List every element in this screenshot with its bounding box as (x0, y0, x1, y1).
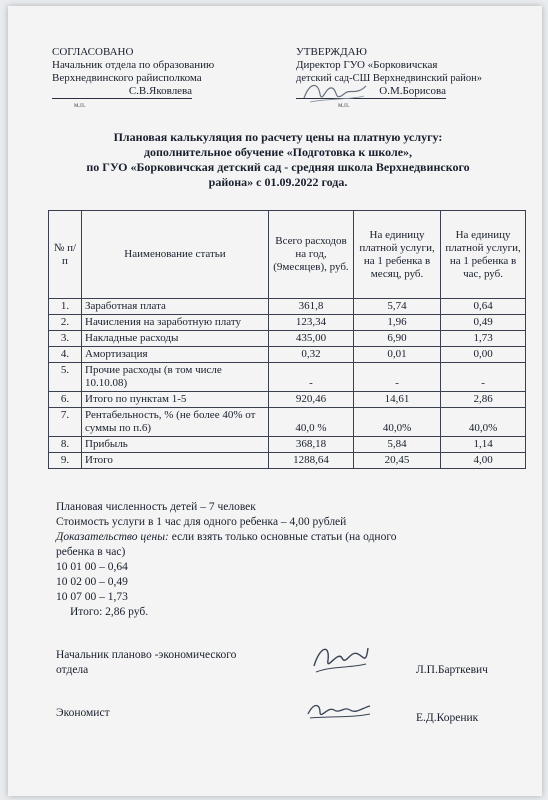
row-name: Итого (82, 453, 269, 469)
approval-right-heading: УТВЕРЖДАЮ (296, 46, 367, 58)
header-per-month: На единицу платной услуги, на 1 ребенка в месяц, руб. (353, 211, 440, 299)
row-num: 8. (49, 437, 82, 453)
children-count: Плановая численность детей – 7 человек (56, 501, 256, 513)
economist-signature (304, 696, 374, 726)
notes-block (56, 500, 397, 620)
approval-right-line2: детский сад-СШ Верхнедвинский район» (296, 73, 482, 84)
row-per-hour: 1,14 (441, 437, 526, 453)
row-num: 9. (49, 453, 82, 469)
row-num: 4. (49, 347, 82, 363)
row-per-hour: - (441, 363, 526, 392)
row-total: 435,00 (269, 331, 354, 347)
proof-line (56, 530, 397, 545)
row-per-month: 0,01 (353, 347, 440, 363)
row-per-hour: 1,73 (441, 331, 526, 347)
row-per-month: 20,45 (353, 453, 440, 469)
title-line-3: по ГУО «Борковичская детский сад - средняя школа Верхнедвинского (86, 160, 470, 174)
row-total: 368,18 (269, 437, 354, 453)
row-num: 3. (49, 331, 82, 347)
role-1-line-2: отдела (56, 664, 89, 676)
row-name: Начисления на заработную плату (82, 315, 269, 331)
proof-text-2: ребенка в час) (56, 546, 126, 558)
role-2: Экономист (56, 707, 110, 719)
row-name: Амортизация (82, 347, 269, 363)
row-num: 1. (49, 299, 82, 315)
document-page (8, 6, 542, 796)
header-total: Всего расходов на год, (9месяцев), руб. (269, 211, 354, 299)
proof-item-3: 10 07 00 – 1,73 (56, 591, 128, 603)
row-per-month: - (353, 363, 440, 392)
row-total: 1288,64 (269, 453, 354, 469)
director-signature (300, 76, 370, 108)
calculation-table (48, 210, 526, 469)
row-per-month: 5,84 (353, 437, 440, 453)
head-economist-signature (308, 636, 372, 682)
table-row (49, 408, 526, 437)
approval-right-stamp-mark: м.п. (338, 101, 350, 109)
table-header-row (49, 211, 526, 299)
header-name: Наименование статьи (82, 211, 269, 299)
row-num: 6. (49, 392, 82, 408)
proof-label: Доказательство цены: (56, 531, 169, 543)
approval-left-line2: Верхнедвинского райисполкома (52, 72, 202, 84)
row-total: 361,8 (269, 299, 354, 315)
row-per-hour: 4,00 (441, 453, 526, 469)
row-total: 40,0 % (269, 408, 354, 437)
row-total: 0,32 (269, 347, 354, 363)
approval-right-line1: Директор ГУО «Борковичская (296, 59, 438, 71)
header-per-hour: На единицу платной услуги, на 1 ребенка в час, руб. (441, 211, 526, 299)
row-name: Итого по пунктам 1-5 (82, 392, 269, 408)
role-1-line-1: Начальник планово -экономического (56, 649, 237, 661)
approval-left-line1: Начальник отдела по образованию (52, 59, 215, 71)
row-name: Накладные расходы (82, 331, 269, 347)
row-per-month: 5,74 (353, 299, 440, 315)
row-per-month: 14,61 (353, 392, 440, 408)
table-row (49, 392, 526, 408)
approval-left-stamp-mark: м.п. (74, 101, 86, 109)
row-num: 5. (49, 363, 82, 392)
title-line-2: дополнительное обучение «Подготовка к школе», (143, 145, 413, 159)
table-row (49, 331, 526, 347)
hour-cost: Стоимость услуги в 1 час для одного ребенка – 4,00 рублей (56, 516, 347, 528)
approval-left-name: С.В.Яковлева (128, 85, 192, 97)
document-title (48, 130, 508, 190)
approval-right-name: О.М.Борисова (379, 85, 446, 97)
proof-text: если взять только основные статьи (на одного (168, 531, 397, 543)
proof-item-1: 10 01 00 – 0,64 (56, 561, 128, 573)
table-row (49, 299, 526, 315)
approval-left-heading: СОГЛАСОВАНО (52, 46, 134, 58)
row-per-hour: 0,49 (441, 315, 526, 331)
name-2: Е.Д.Кореник (416, 712, 479, 724)
table-row (49, 437, 526, 453)
approval-left-signature-line (52, 85, 192, 99)
row-per-hour: 40,0% (441, 408, 526, 437)
proof-item-2: 10 02 00 – 0,49 (56, 576, 128, 588)
table-row (49, 363, 526, 392)
row-total: 123,34 (269, 315, 354, 331)
row-per-hour: 0,64 (441, 299, 526, 315)
row-name: Прибыль (82, 437, 269, 453)
title-line-1: Плановая калькуляция по расчету цены на платную услугу: (113, 130, 443, 144)
row-total: 920,46 (269, 392, 354, 408)
row-num: 2. (49, 315, 82, 331)
title-line-4: района» с 01.09.2022 года. (208, 175, 348, 189)
header-num: № п/п (49, 211, 82, 299)
row-name: Заработная плата (82, 299, 269, 315)
row-name: Рентабельность, % (не более 40% от суммы по п.6) (82, 408, 269, 437)
row-per-month: 1,96 (353, 315, 440, 331)
proof-total: Итого: 2,86 руб. (70, 606, 149, 618)
row-per-hour: 0,00 (441, 347, 526, 363)
name-1: Л.П.Барткевич (416, 664, 488, 676)
table-row (49, 315, 526, 331)
table-row (49, 347, 526, 363)
row-name: Прочие расходы (в том числе 10.10.08) (82, 363, 269, 392)
row-per-month: 6,90 (353, 331, 440, 347)
row-per-month: 40,0% (353, 408, 440, 437)
table-row (49, 453, 526, 469)
row-num: 7. (49, 408, 82, 437)
row-per-hour: 2,86 (441, 392, 526, 408)
row-total: - (269, 363, 354, 392)
